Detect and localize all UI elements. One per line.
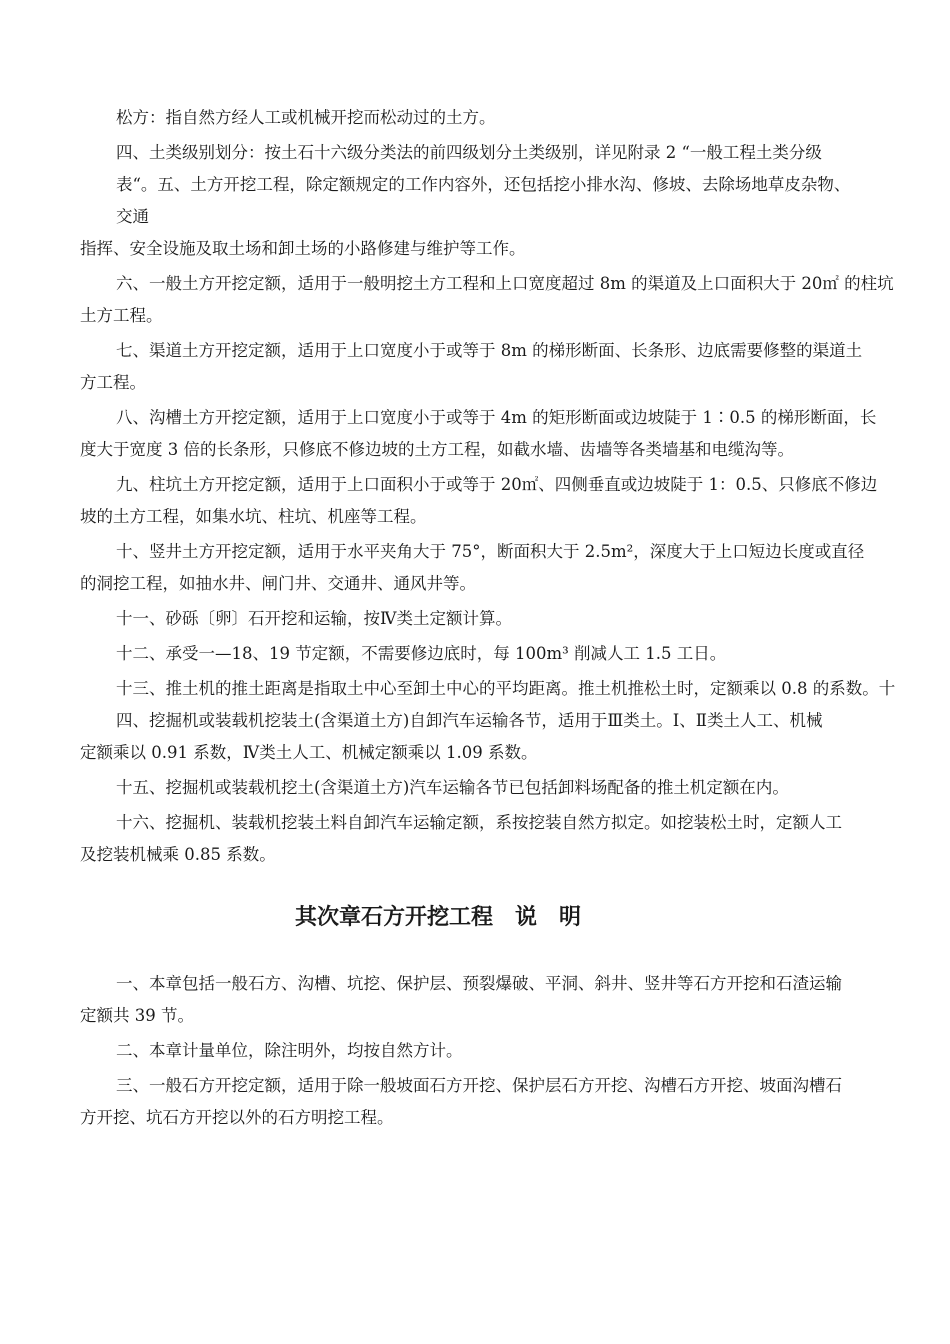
text-line: 十六、挖掘机、装载机挖装土料自卸汽车运输定额，系按挖装自然方拟定。如挖装松土时，定额人工	[116, 813, 842, 832]
text-line: 二、本章计量单位，除注明外，均按自然方计。	[116, 1041, 463, 1060]
text-line: 十、竖井土方开挖定额，适用于水平夹角大于 75°，断面积大于 2.5m²，深度大于上口短边长度或直径	[116, 542, 865, 561]
text-line: 十三、推土机的推土距离是指取土中心至卸土中心的平均距离。推土机推松土时，定额乘以 0.8 的系数。十	[116, 679, 896, 698]
text-line: 定额乘以 0.91 系数，Ⅳ类土人工、机械定额乘以 1.09 系数。	[80, 743, 538, 762]
text-line: 坡的土方工程，如集水坑、柱坑、机座等工程。	[80, 507, 427, 526]
text-line: 表“。五、土方开挖工程，除定额规定的工作内容外，还包括挖小排水沟、修坡、去除场地草皮杂物、	[116, 175, 851, 194]
text-line: 四、挖掘机或装载机挖装土(含渠道土方)自卸汽车运输各节，适用于Ⅲ类土。Ⅰ、Ⅱ类土人工、机械	[116, 711, 823, 730]
text-line: 七、渠道土方开挖定额，适用于上口宽度小于或等于 8m 的梯形断面、长条形、边底需要修整的渠道土	[116, 341, 863, 360]
text-line: 交通	[116, 207, 149, 226]
text-line: 方工程。	[80, 373, 146, 392]
text-line: 指挥、安全设施及取土场和卸土场的小路修建与维护等工作。	[80, 239, 526, 258]
text-line: 八、沟槽土方开挖定额，适用于上口宽度小于或等于 4m 的矩形断面或边坡陡于 1∶0.5 的梯形断面，长	[116, 408, 877, 427]
text-line: 四、土类级别划分：按土石十六级分类法的前四级划分土类级别，详见附录 2 “一般工程土类分级	[116, 143, 822, 162]
text-line: 定额共 39 节。	[80, 1006, 194, 1025]
text-line: 的洞挖工程，如抽水井、闸门井、交通井、通风井等。	[80, 574, 476, 593]
text-line: 六、一般土方开挖定额，适用于一般明挖土方工程和上口宽度超过 8m 的渠道及上口面积大于 20㎡ 的柱坑	[116, 274, 894, 293]
section-1-text	[80, 102, 896, 871]
text-line: 方开挖、坑石方开挖以外的石方明挖工程。	[80, 1108, 394, 1127]
text-line: 松方：指自然方经人工或机械开挖而松动过的土方。	[116, 108, 496, 127]
text-line: 一、本章包括一般石方、沟槽、坑挖、保护层、预裂爆破、平洞、斜井、竖井等石方开挖和石渣运输	[116, 974, 842, 993]
text-line: 及挖装机械乘 0.85 系数。	[80, 845, 276, 864]
text-line: 十五、挖掘机或装载机挖土(含渠道土方)汽车运输各节已包括卸料场配备的推土机定额在内。	[116, 778, 789, 797]
chapter-heading: 其次章石方开挖工程 说 明	[294, 904, 581, 930]
text-line: 十二、承受一—18、19 节定额，不需要修边底时，每 100m³ 削减人工 1.5 工日。	[116, 644, 727, 663]
text-line: 土方工程。	[80, 306, 163, 325]
text-line: 九、柱坑土方开挖定额，适用于上口面积小于或等于 20㎡、四侧垂直或边坡陡于 1：0.5、只修底不修边	[116, 475, 878, 494]
text-line: 度大于宽度 3 倍的长条形，只修底不修边坡的土方工程，如截水墙、齿墙等各类墙基和电缆沟等。	[80, 440, 794, 459]
text-line: 三、一般石方开挖定额，适用于除一般坡面石方开挖、保护层石方开挖、沟槽石方开挖、坡面沟槽石	[116, 1076, 842, 1095]
section-2-text	[80, 968, 872, 1134]
text-line: 十一、砂砾〔卵〕石开挖和运输，按Ⅳ类土定额计算。	[116, 609, 512, 628]
